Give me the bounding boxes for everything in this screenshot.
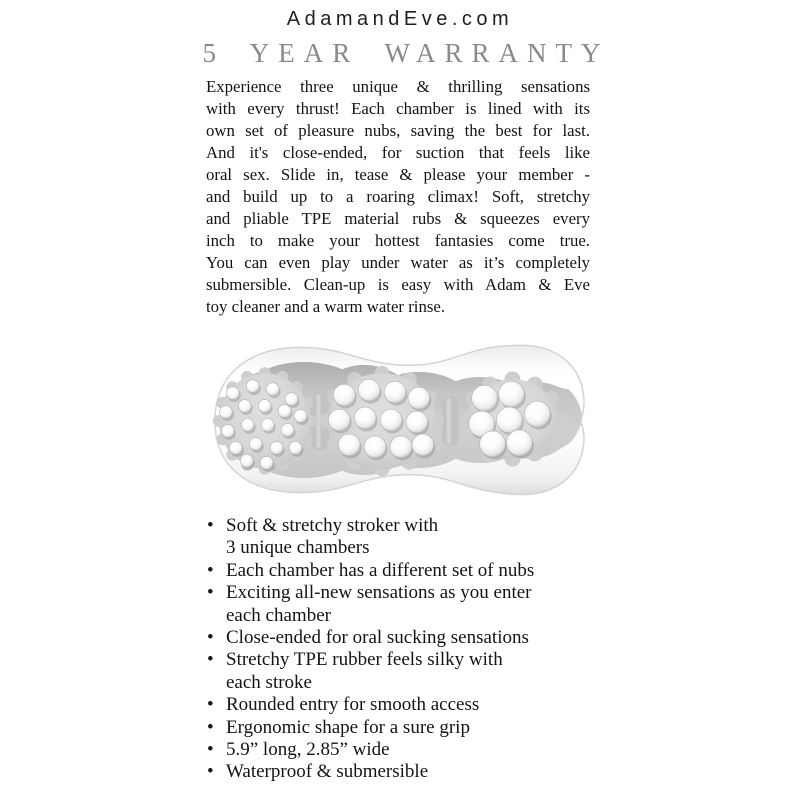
feature-line	[207, 515, 607, 537]
bullet-icon: •	[207, 694, 214, 716]
bullet-icon: •	[207, 627, 214, 649]
bullet-spacer	[207, 537, 226, 559]
paragraph-line: Experience three unique & thrilling sensations	[206, 77, 590, 96]
feature-text: each stroke	[226, 671, 312, 693]
paragraph-line: submersible. Clean-up is easy with Adam & Eve	[206, 275, 590, 294]
nub-circle	[333, 384, 355, 406]
stroker-cutaway-illustration	[203, 331, 591, 509]
nub-circle	[524, 401, 550, 427]
paragraph-line: You can even play under water as it’s completely	[206, 253, 590, 272]
feature-text: Each chamber has a different set of nubs	[226, 559, 535, 581]
feature-line	[207, 582, 607, 604]
nub-circle	[221, 424, 234, 437]
nub-circle	[226, 387, 239, 400]
nub-circle	[229, 441, 242, 454]
feature-text: Close-ended for oral sucking sensations	[226, 627, 529, 649]
feature-line	[207, 649, 607, 671]
nub-circle	[498, 381, 524, 407]
bullet-icon: •	[207, 515, 214, 536]
nub-circle	[260, 456, 273, 469]
paragraph-line: and pliable TPE material rubs & squeezes every	[206, 209, 590, 228]
nub-circle	[281, 423, 294, 436]
paragraph-line: inch to make your hottest fantasies come true.	[206, 231, 590, 250]
bullet-spacer	[207, 605, 226, 627]
nub-circle	[328, 409, 350, 431]
paragraph-line: toy cleaner and a warm water rinse.	[206, 297, 446, 316]
chamber-ring-2-highlight	[447, 398, 451, 444]
feature-line	[207, 560, 607, 582]
nub-circle	[354, 407, 376, 429]
nub-circle	[496, 407, 522, 433]
nub-circle	[338, 434, 360, 456]
bullet-icon: •	[207, 582, 214, 604]
nub-circle	[380, 409, 402, 431]
bullet-icon: •	[207, 716, 214, 738]
nub-circle	[241, 419, 254, 432]
nub-circle	[408, 387, 430, 409]
feature-text: Stretchy TPE rubber feels silky with	[226, 649, 503, 671]
nub-circle	[238, 400, 251, 413]
feature-list	[207, 515, 607, 784]
nub-circle	[249, 437, 262, 450]
nub-circle	[384, 381, 406, 403]
feature-line	[207, 672, 607, 694]
nub-circle	[412, 434, 434, 456]
feature-line	[207, 537, 607, 559]
paragraph-line: and build up to a roaring climax! Soft, stretchy	[206, 187, 590, 206]
paragraph-line: own set of pleasure nubs, saving the best for last.	[206, 121, 590, 140]
nub-circle	[480, 431, 506, 457]
feature-line	[207, 605, 607, 627]
site-title: AdamandEve.com	[286, 8, 514, 30]
nub-circle	[289, 441, 302, 454]
warranty-heading: 5 YEAR WARRANTY	[202, 38, 610, 68]
nub-circle	[364, 436, 386, 458]
feature-line	[207, 717, 607, 739]
nub-circle	[261, 419, 274, 432]
chamber-ring-1-highlight	[316, 394, 320, 448]
feature-text: Rounded entry for smooth access	[226, 694, 480, 716]
nub-circle	[506, 430, 532, 456]
feature-text: Waterproof & submersible	[226, 761, 429, 783]
feature-text: Exciting all-new sensations as you enter	[226, 582, 532, 604]
feature-line	[207, 761, 607, 783]
bullet-icon: •	[207, 559, 214, 581]
paragraph-line: And it's close-ended, for suction that feels like	[206, 143, 590, 162]
nub-circle	[390, 436, 412, 458]
nub-circle	[472, 385, 498, 411]
feature-text: Soft & stretchy stroker with	[226, 515, 439, 536]
feature-text: Ergonomic shape for a sure grip	[226, 716, 470, 738]
feature-line	[207, 694, 607, 716]
bullet-spacer	[207, 672, 226, 694]
bullet-icon: •	[207, 649, 214, 671]
nub-circle	[240, 454, 253, 467]
feature-text: 3 unique chambers	[226, 537, 370, 559]
feature-line	[207, 627, 607, 649]
feature-line	[207, 739, 607, 761]
description-paragraph	[206, 76, 590, 318]
nub-circle	[219, 406, 232, 419]
feature-text: each chamber	[226, 604, 331, 626]
nub-circle	[294, 410, 307, 423]
nub-circle	[258, 400, 271, 413]
bullet-icon: •	[207, 761, 214, 783]
paragraph-line: with every thrust! Each chamber is lined with its	[206, 99, 590, 118]
bullet-icon: •	[207, 739, 214, 761]
nub-circle	[406, 411, 428, 433]
nub-circle	[246, 380, 259, 393]
paragraph-line: oral sex. Slide in, tease & please your member -	[206, 165, 590, 184]
nub-circle	[266, 383, 279, 396]
nub-circle	[278, 405, 291, 418]
feature-text: 5.9” long, 2.85” wide	[226, 739, 390, 761]
nub-circle	[270, 441, 283, 454]
nub-circle	[358, 379, 380, 401]
nub-circle	[285, 393, 298, 406]
